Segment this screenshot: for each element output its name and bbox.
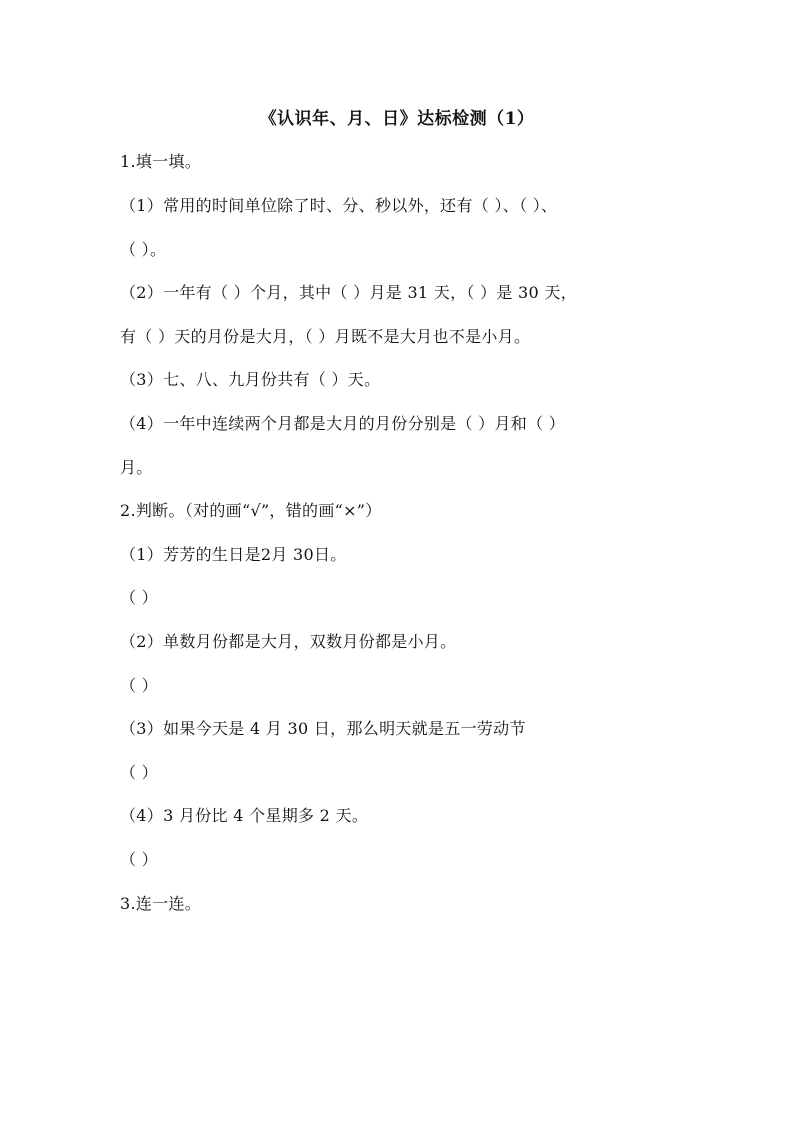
question-1-1: （1）常用的时间单位除了时、分、秒以外，还有（ ）、（ ）、: [120, 196, 558, 215]
question-1-1-continued: （ ）。: [120, 240, 167, 259]
answer-blank-2-4: （ ）: [120, 850, 158, 869]
question-1-2-continued: 有（ ）天的月份是大月，（ ）月既不是大月也不是小月。: [120, 327, 531, 346]
answer-blank-2-3: （ ）: [120, 763, 158, 782]
section-3-heading: 3.连一连。: [120, 894, 202, 913]
answer-blank-2-1: （ ）: [120, 588, 158, 607]
question-2-1: （1）芳芳的生日是2月 30日。: [120, 545, 347, 564]
question-1-2: （2）一年有（ ）个月，其中（ ）月是 31 天，（ ）是 30 天，: [120, 283, 578, 302]
question-2-2: （2）单数月份都是大月，双数月份都是小月。: [120, 632, 457, 651]
question-1-3: （3）七、八、九月份共有（ ）天。: [120, 370, 381, 389]
question-2-4: （4）3 月份比 4 个星期多 2 天。: [120, 806, 369, 825]
answer-blank-2-2: （ ）: [120, 676, 158, 695]
question-1-4-continued: 月。: [120, 458, 153, 477]
section-2-heading: 2.判断。（对的画“√”，错的画“×”）: [120, 501, 382, 520]
question-2-3: （3）如果今天是 4 月 30 日，那么明天就是五一劳动节: [120, 719, 526, 738]
worksheet-title: 《认识年、月、日》达标检测（1）: [259, 109, 535, 129]
section-1-heading: 1.填一填。: [120, 152, 202, 171]
question-1-4: （4）一年中连续两个月都是大月的月份分别是（ ）月和（ ）: [120, 414, 566, 433]
